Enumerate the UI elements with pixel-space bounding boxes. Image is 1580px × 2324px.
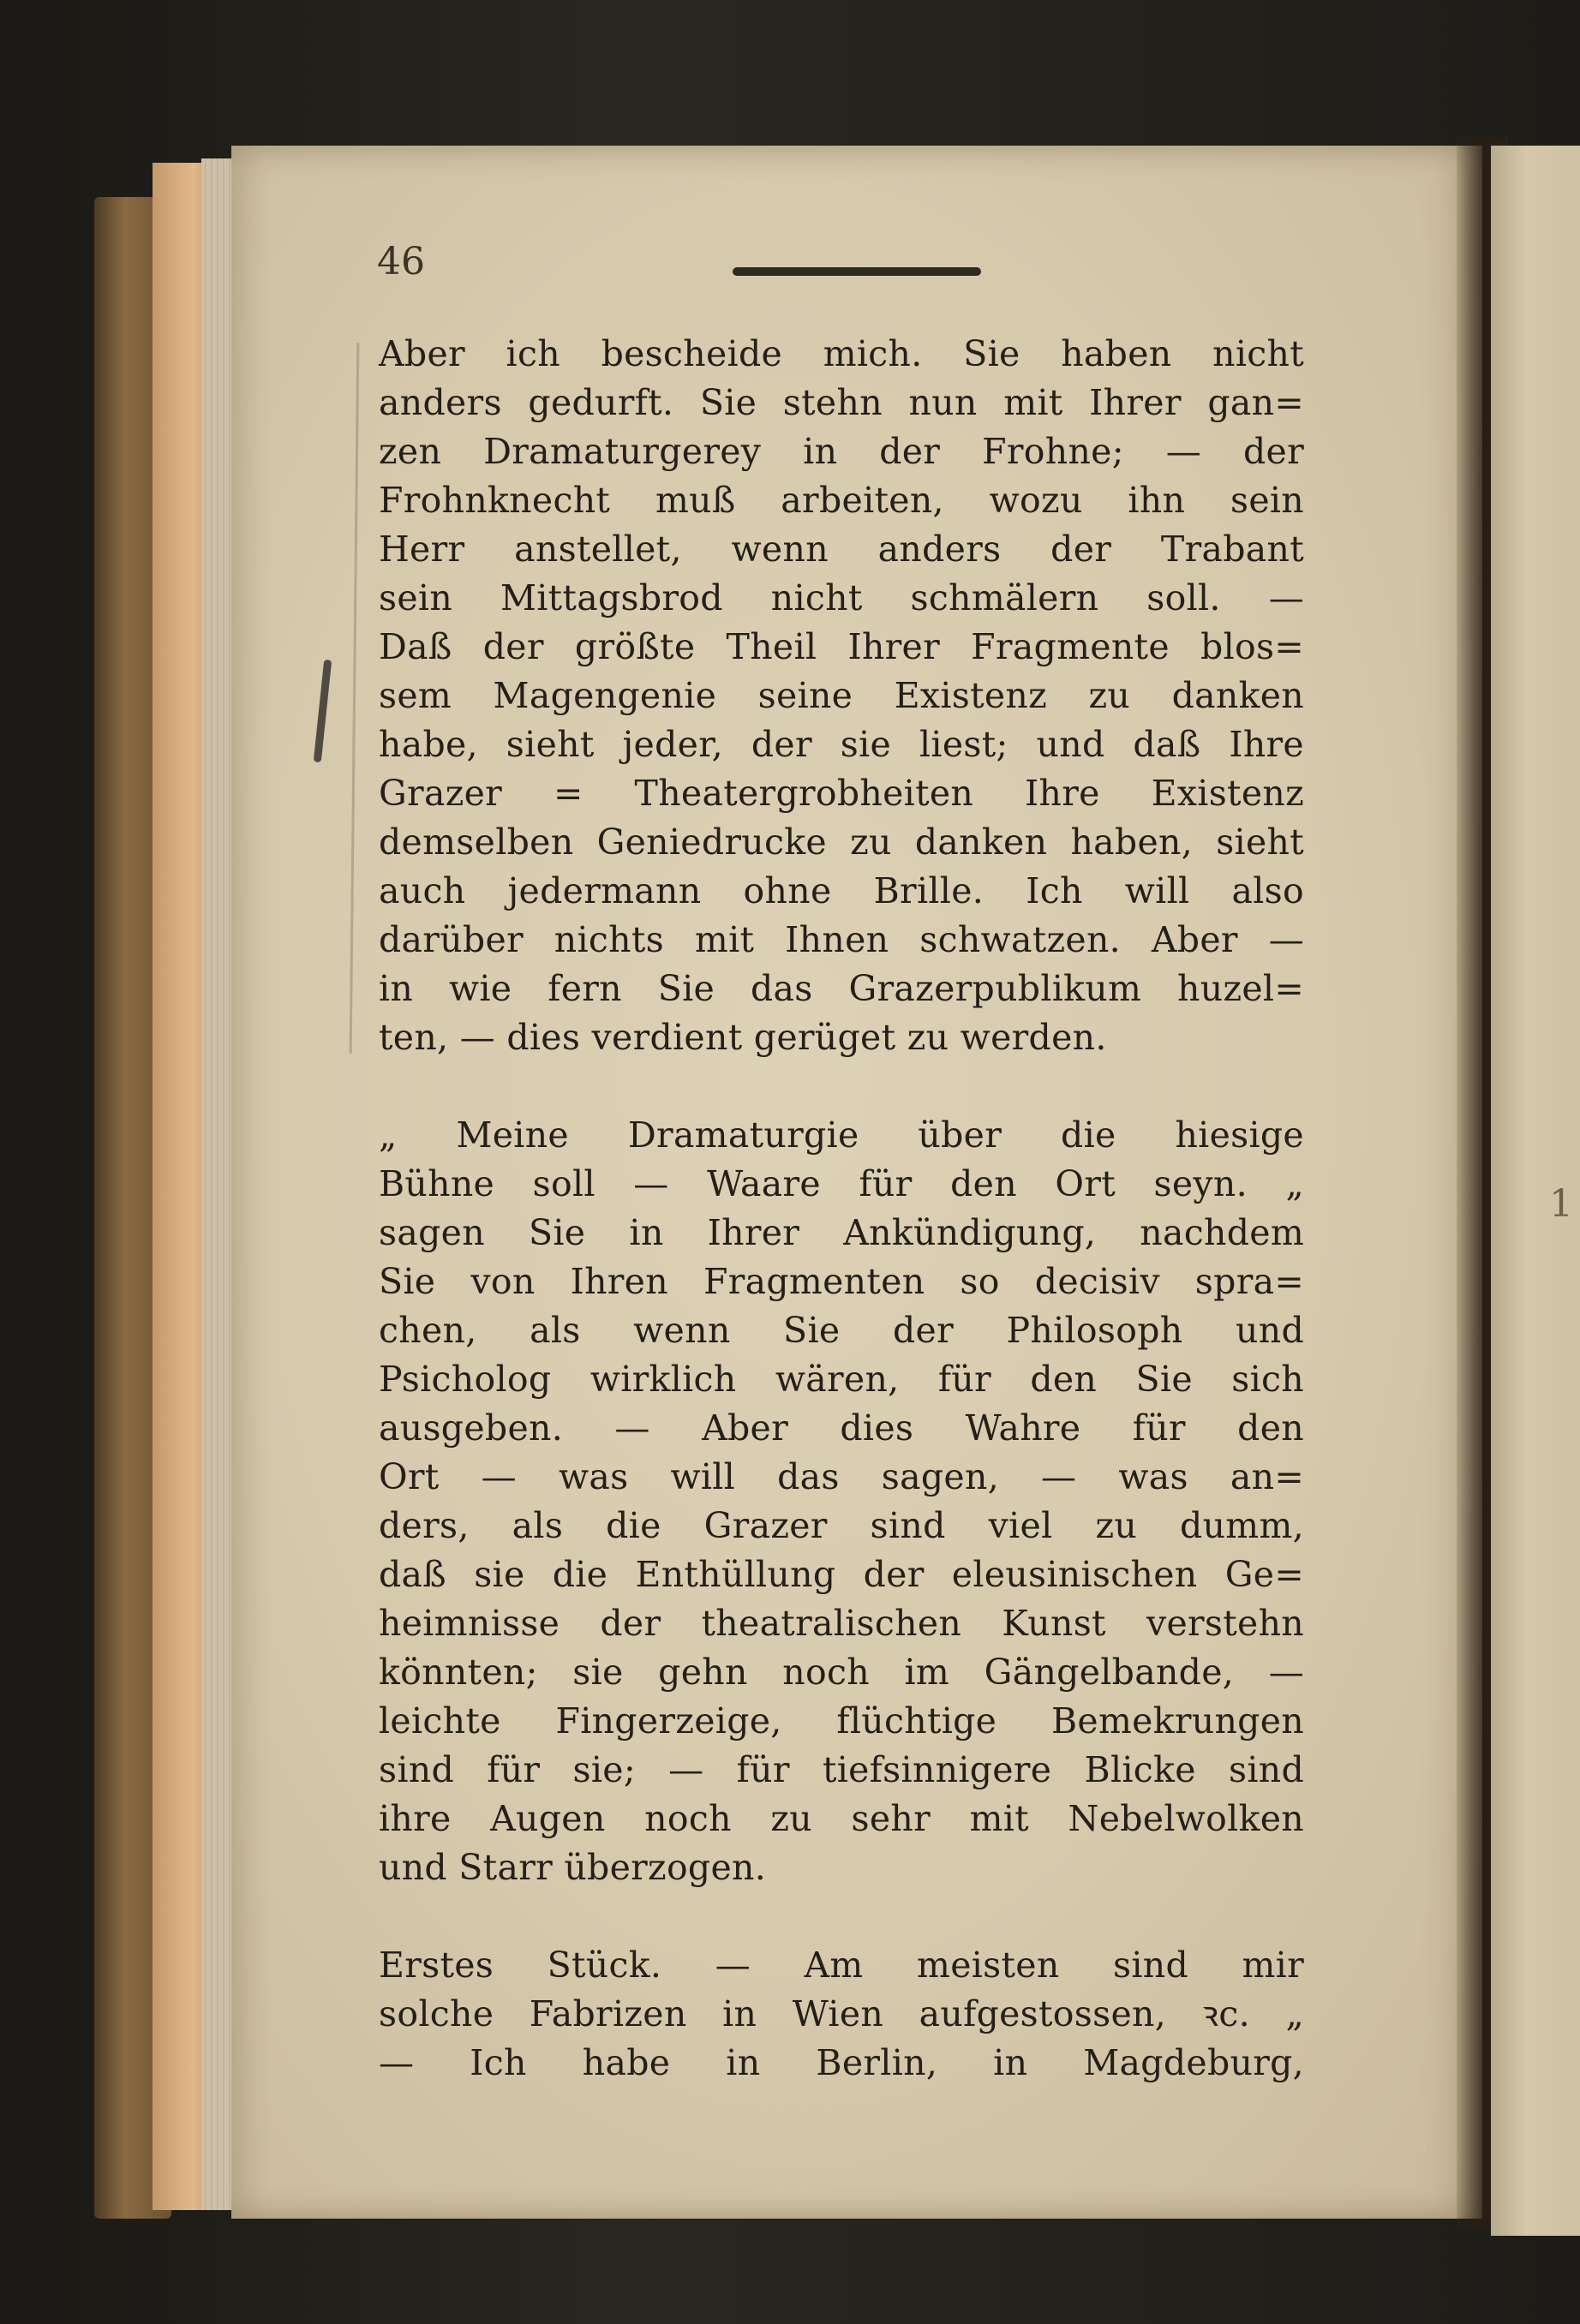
text-line: solche Fabrizen in Wien aufgestossen, ꝛc. „ bbox=[379, 1993, 1304, 2034]
text-line: Erstes Stück. — Am meisten sind mir bbox=[379, 1945, 1304, 1986]
text-line: Bühne soll — Waare für den Ort seyn. „ bbox=[379, 1163, 1304, 1204]
text-line: auch jedermann ohne Brille. Ich will also bbox=[379, 870, 1304, 911]
paragraph-2 bbox=[379, 1111, 1304, 1892]
text-line: demselben Geniedrucke zu danken haben, sieht bbox=[379, 821, 1304, 863]
paragraph-gap bbox=[379, 1062, 1304, 1111]
text-line: habe, sieht jeder, der sie liest; und daß Ihre bbox=[379, 724, 1304, 765]
paragraph-gap bbox=[379, 1892, 1304, 1941]
header-rule bbox=[733, 267, 981, 276]
text-line: ihre Augen noch zu sehr mit Nebelwolken bbox=[379, 1798, 1304, 1839]
text-line: Sie von Ihren Fragmenten so decisiv spra= bbox=[379, 1261, 1304, 1302]
text-line: heimnisse der theatralischen Kunst verstehn bbox=[379, 1603, 1304, 1644]
page-number: 46 bbox=[377, 240, 425, 284]
text-line: „ Meine Dramaturgie über die hiesige bbox=[379, 1114, 1304, 1156]
body-text bbox=[379, 330, 1304, 2088]
text-line: und Starr überzogen. bbox=[379, 1847, 767, 1888]
text-line: leichte Fingerzeige, flüchtige Bemekrungen bbox=[379, 1700, 1304, 1742]
text-line: anders gedurft. Sie stehn nun mit Ihrer gan= bbox=[379, 382, 1304, 423]
text-line: Frohnknecht muß arbeiten, wozu ihn sein bbox=[379, 480, 1304, 521]
text-line: ders, als die Grazer sind viel zu dumm, bbox=[379, 1505, 1304, 1546]
text-line: chen, als wenn Sie der Philosoph und bbox=[379, 1310, 1304, 1351]
text-line: ausgeben. — Aber dies Wahre für den bbox=[379, 1407, 1304, 1449]
text-line: — Ich habe in Berlin, in Magdeburg, bbox=[379, 2042, 1304, 2083]
text-line: in wie fern Sie das Grazerpublikum huzel= bbox=[379, 968, 1304, 1009]
text-line: ten, — dies verdient gerüget zu werden. bbox=[379, 1017, 1107, 1058]
text-line: darüber nichts mit Ihnen schwatzen. Aber — bbox=[379, 919, 1304, 960]
text-line: sagen Sie in Ihrer Ankündigung, nachdem bbox=[379, 1212, 1304, 1253]
text-line: Grazer = Theatergrobheiten Ihre Existenz bbox=[379, 773, 1304, 814]
text-line: Herr anstellet, wenn anders der Trabant bbox=[379, 529, 1304, 570]
text-line: Psicholog wirklich wären, für den Sie sich bbox=[379, 1359, 1304, 1400]
text-line: sind für sie; — für tiefsinnigere Blicke sind bbox=[379, 1749, 1304, 1790]
text-line: zen Dramaturgerey in der Frohne; — der bbox=[379, 431, 1304, 472]
facing-page-glyph: 1 bbox=[1549, 1182, 1573, 1226]
paragraph-3 bbox=[379, 1941, 1304, 2088]
text-line: sein Mittagsbrod nicht schmälern soll. — bbox=[379, 577, 1304, 618]
text-line: Daß der größte Theil Ihrer Fragmente blos= bbox=[379, 626, 1304, 667]
text-line: daß sie die Enthüllung der eleusinischen Ge= bbox=[379, 1554, 1304, 1595]
text-line: könnten; sie gehn noch im Gängelbande, — bbox=[379, 1652, 1304, 1693]
text-line: Ort — was will das sagen, — was an= bbox=[379, 1456, 1304, 1497]
paragraph-1 bbox=[379, 330, 1304, 1062]
text-line: sem Magengenie seine Existenz zu danken bbox=[379, 675, 1304, 716]
text-line: Aber ich bescheide mich. Sie haben nicht bbox=[379, 333, 1304, 374]
